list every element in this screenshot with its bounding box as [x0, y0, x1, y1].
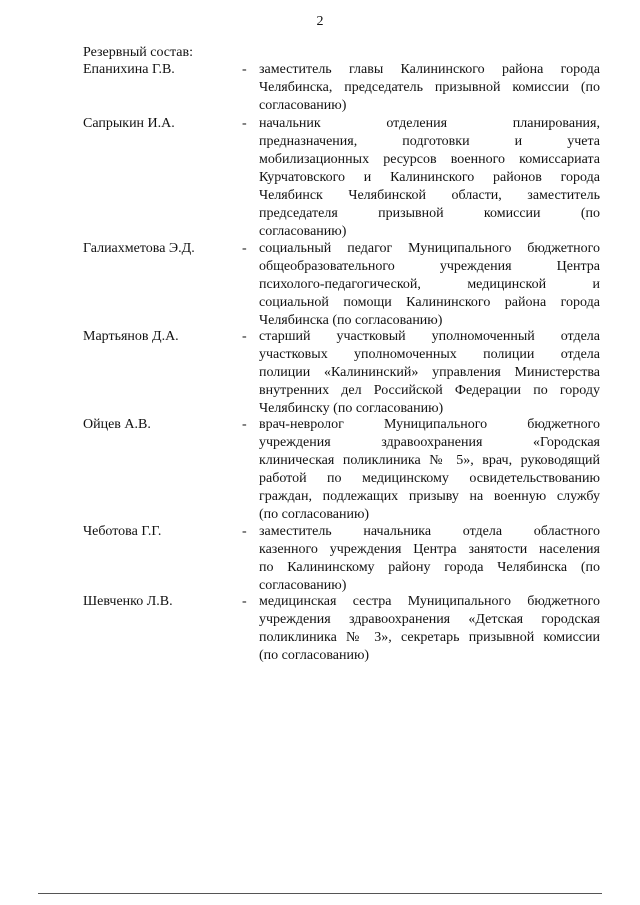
description-line: Челябинск Челябинской области, заместитель: [259, 188, 600, 203]
description-line: казенного учреждения Центра занятости населения: [259, 542, 600, 557]
member-description: [259, 328, 600, 418]
description-line: мобилизационных ресурсов военного комиссариата: [259, 152, 600, 167]
member-description: [259, 240, 600, 330]
member-dash: -: [242, 417, 247, 432]
member-dash: -: [242, 116, 247, 131]
description-line: внутренних дел Российской Федерации по городу: [259, 383, 600, 398]
bottom-rule: [38, 893, 602, 894]
description-line: работой по медицинскому освидетельствованию: [259, 471, 600, 486]
description-line: социальный педагог Муниципального бюджетного: [259, 241, 600, 256]
description-line: (по согласованию): [259, 648, 370, 663]
description-line: психолого-педагогической, медицинской и: [259, 277, 600, 292]
description-line: клиническая поликлиника № 5», врач, руководящий: [259, 453, 600, 468]
reserve-composition-heading: Резервный состав:: [83, 45, 194, 60]
description-line: участковых уполномоченных полиции отдела: [259, 347, 600, 362]
member-dash: -: [242, 524, 247, 539]
member-dash: -: [242, 329, 247, 344]
description-line: (по согласованию): [259, 507, 370, 522]
description-line: полиции «Калининский» управления Министерства: [259, 365, 600, 380]
member-dash: -: [242, 594, 247, 609]
description-line: Челябинска (по согласованию): [259, 313, 443, 328]
member-description: [259, 416, 600, 524]
member-description: [259, 115, 600, 241]
member-description: [259, 61, 600, 115]
description-line: заместитель главы Калининского района города: [259, 62, 600, 77]
description-line: согласованию): [259, 224, 347, 239]
description-line: учреждения здравоохранения «Городская: [259, 435, 600, 450]
description-line: старший участковый уполномоченный отдела: [259, 329, 600, 344]
page-number: 2: [316, 14, 324, 29]
description-line: врач-невролог Муниципального бюджетного: [259, 417, 600, 432]
member-name: Сапрыкин И.А.: [83, 116, 175, 131]
description-line: Челябинска, председатель призывной комиссии (по: [259, 80, 600, 95]
description-line: Курчатовского и Калининского районов города: [259, 170, 600, 185]
member-name: Галиахметова Э.Д.: [83, 241, 195, 256]
member-description: [259, 523, 600, 595]
description-line: по Калининскому району города Челябинска (по: [259, 560, 600, 575]
member-name: Мартьянов Д.А.: [83, 329, 179, 344]
member-name: Ойцев А.В.: [83, 417, 151, 432]
description-line: согласованию): [259, 98, 347, 113]
description-line: предназначения, подготовки и учета: [259, 134, 600, 149]
member-description: [259, 593, 600, 665]
description-line: общеобразовательного учреждения Центра: [259, 259, 600, 274]
description-line: учреждения здравоохранения «Детская городская: [259, 612, 600, 627]
description-line: граждан, подлежащих призыву на военную службу: [259, 489, 600, 504]
description-line: начальник отделения планирования,: [259, 116, 600, 131]
description-line: медицинская сестра Муниципального бюджетного: [259, 594, 600, 609]
member-name: Шевченко Л.В.: [83, 594, 173, 609]
description-line: председателя призывной комиссии (по: [259, 206, 600, 221]
member-name: Епанихина Г.В.: [83, 62, 175, 77]
member-dash: -: [242, 62, 247, 77]
description-line: Челябинску (по согласованию): [259, 401, 444, 416]
description-line: согласованию): [259, 578, 347, 593]
description-line: поликлиника № 3», секретарь призывной комиссии: [259, 630, 600, 645]
member-dash: -: [242, 241, 247, 256]
description-line: социальной помощи Калининского района города: [259, 295, 600, 310]
member-name: Чеботова Г.Г.: [83, 524, 162, 539]
description-line: заместитель начальника отдела областного: [259, 524, 600, 539]
